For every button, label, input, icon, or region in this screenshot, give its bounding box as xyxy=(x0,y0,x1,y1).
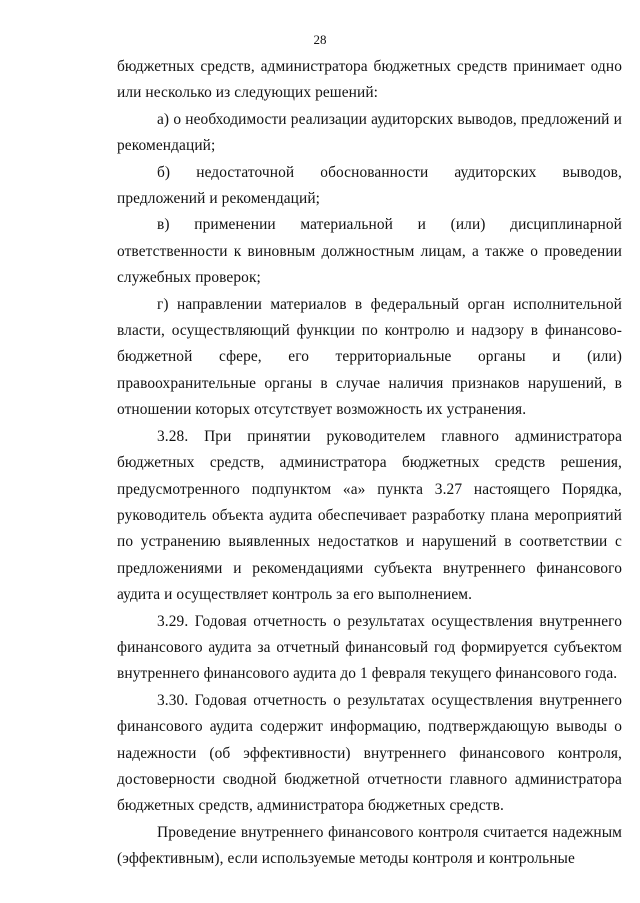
paragraph-control-reliability: Проведение внутреннего финансового контроля считается надежным (эффективным), если используемые методы контроля и контрольные xyxy=(117,823,622,868)
paragraph-3-28: 3.28. При принятии руководителем главного администратора бюджетных средств, администратора бюджетных средств решения, предусмотренного подпунктом «а» пункта 3.27 настоящего Порядка, руководитель объекта аудита обеспечивает разработку плана мероприятий по устранению выявленных недостатков и нарушений в соответствии с предложениями и рекомендациями субъекта внутреннего финансового аудита и осуществляет контроль за его выполнением. xyxy=(117,427,622,604)
paragraph-3-30: 3.30. Годовая отчетность о результатах осуществления внутреннего финансового аудита содержит информацию, подтверждающую выводы о надежности (об эффективности) внутреннего финансового контроля, достоверности сводной бюджетной отчетности главного администратора бюджетных средств, администратора бюджетных средств. xyxy=(117,691,622,815)
paragraph-3-29: 3.29. Годовая отчетность о результатах осуществления внутреннего финансового аудита за отчетный финансовый год формируется субъектом внутреннего финансового аудита до 1 февраля текущего финансового года. xyxy=(117,612,622,683)
page-number: 28 xyxy=(313,32,327,47)
paragraph-item-b: б) недостаточной обоснованности аудиторских выводов, предложений и рекомендаций; xyxy=(117,163,622,208)
paragraph-item-g: г) направлении материалов в федеральный орган исполнительной власти, осуществляющий функции по контролю и надзору в финансово-бюджетной сфере, его территориальные органы и (или) правоохранительные органы в случае наличия признаков нарушений, в отношении которых отсутствует возможность их устранения. xyxy=(117,295,622,419)
document-body xyxy=(117,54,622,873)
paragraph-item-v: в) применении материальной и (или) дисциплинарной ответственности к виновным должностным лицам, а также о проведении служебных проверок; xyxy=(117,216,622,287)
paragraph-continuation: бюджетных средств, администратора бюджетных средств принимает одно или несколько из следующих решений: xyxy=(117,58,622,102)
paragraph-item-a: а) о необходимости реализации аудиторских выводов, предложений и рекомендаций; xyxy=(117,110,622,155)
